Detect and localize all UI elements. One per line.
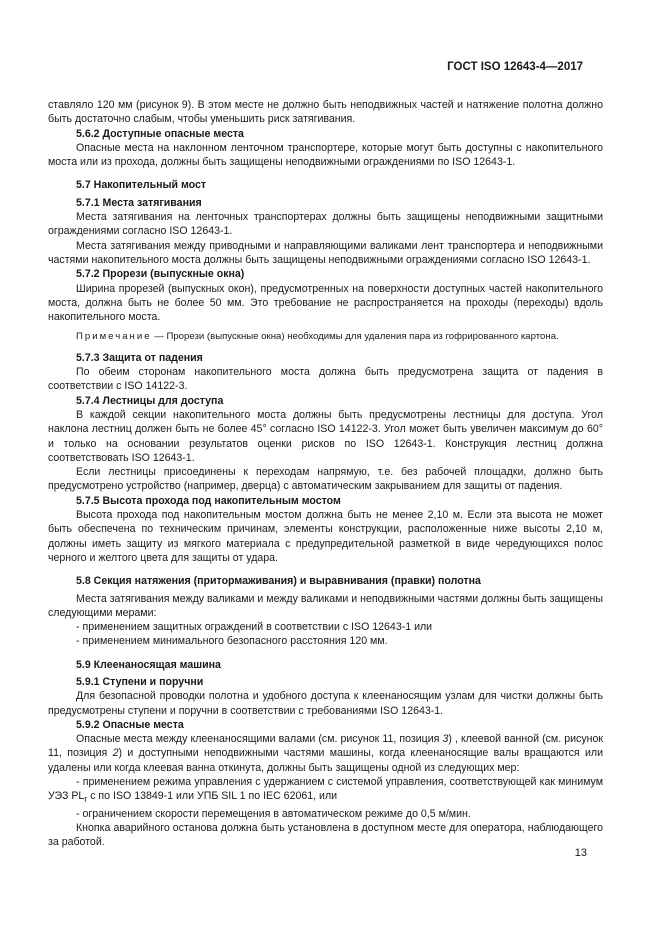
position-ref: 2 [112,747,119,760]
heading-5-7-2: 5.7.2 Прорези (выпускные окна) [76,268,245,281]
paragraph: Кнопка аварийного останова должна быть установлена в доступном месте для оператора, наблюдающего за работой. [48,822,603,849]
note-label: Примечание [76,331,152,343]
paragraph: Для безопасной проводки полотна и удобного доступа к клеенаносящим узлам для чистки должны быть предусмотрены ступени и поручни в соответствии с требованиями ISO 12643-1. [48,690,603,717]
paragraph: Если лестницы присоединены к переходам напрямую, т.е. без рабочей площадки, должно быть предусмотрено устройство (например, дверца) с автоматическим закрыванием для защиты от падения. [48,466,603,493]
heading-5-7-4: 5.7.4 Лестницы для доступа [76,394,224,407]
paragraph: По обеим сторонам накопительного моста должна быть предусмотрена защита от падения в соответствии с ISO 14122-3. [48,366,603,393]
text-run: с по ISO 13849-1 или УПБ SIL 1 по IEC 62061, или [87,790,338,803]
text-run: - применением режима управления с удержанием с системой управления, соответствующей как минимум УЭЗ PL [48,776,603,803]
note-text: — Прорези (выпускные окна) необходимы для удаления пара из гофрированного картона. [151,331,559,343]
paragraph: Места затягивания между валиками и между валиками и неподвижными частями должны быть защищены следующими мерами: [48,592,603,619]
list-item: - применением минимального безопасного расстояния 120 мм. [76,635,388,648]
paragraph: В каждой секции накопительного моста должны быть предусмотрены лестницы для доступа. Угол наклона лестниц должен быть не более 45° согласно ISO 14122-3. Угол может быть увеличен максимум до 60° и только на основании результатов оценки рисков по ISO 12643-1. Конструкция лестниц должна соответствовать ISO 12643-1. [48,408,603,464]
text-run: Опасные места между клеенаносящими валами (см. рисунок 11, позиция [76,733,443,746]
list-item [48,775,603,807]
heading-5-9: 5.9 Клеенаносящая машина [76,658,221,671]
heading-5-9-2: 5.9.2 Опасные места [76,718,184,731]
paragraph: Опасные места на наклонном ленточном транспортере, которые могут быть доступны с накопительного моста или из прохода, должны быть защищены неподвижными ограждениями по ISO 12643-1. [48,141,603,169]
heading-5-6-2: 5.6.2 Доступные опасные места [76,127,244,140]
heading-5-7-3: 5.7.3 Защита от падения [76,351,203,364]
heading-5-7-5: 5.7.5 Высота прохода под накопительным мостом [76,494,341,507]
paragraph: Высота прохода под накопительным мостом должна быть не менее 2,10 м. Если эта высота не может быть обеспечена по техническим причинам, элементы конструкции, расположенные ниже высоты 2,10 м, должны иметь защиту из мягкого материала с предупредительной разметкой в виде чередующихся полос черного и желтого цвета для защиты от удара. [48,509,603,564]
list-item: - ограничением скорости перемещения в автоматическом режиме до 0,5 м/мин. [76,807,471,820]
heading-5-9-1: 5.9.1 Ступени и поручни [76,675,204,688]
subscript: r [84,794,88,805]
position-ref: 3 [442,733,449,746]
text-run: ) , клеевой ванной (см. рисунок 11, позиция [48,733,603,760]
text-run: ) и доступными неподвижными частями машины, когда клеенаносящие валы вращаются или удалены или когда клеевая ванна откинута, должны быть защищены одной из следующих мер: [48,747,603,774]
list-item: - применением защитных ограждений в соответствии с ISO 12643-1 или [76,621,433,634]
heading-5-8: 5.8 Секция натяжения (притормаживания) и выравнивания (правки) полотна [76,575,481,588]
paragraph: Ширина прорезей (выпускных окон), предусмотренных на поверхности доступных частей накопительного моста, должна быть не более 50 мм. Это требование не распространяется на проходы (переходы) вдоль накопительного моста. [48,282,603,324]
standard-header: ГОСТ ISO 12643-4—2017 [447,61,583,73]
heading-5-7: 5.7 Накопительный мост [76,179,207,192]
paragraph: Места затягивания на ленточных транспортерах должны быть защищены неподвижными защитными ограждениями согласно ISO 12643-1. [48,211,603,238]
paragraph: Места затягивания между приводными и направляющими валиками лент транспортера и неподвижными частями накопительного моста должны быть защищены неподвижными ограждениями согласно ISO 12643-1. [48,239,603,266]
heading-5-7-1: 5.7.1 Места затягивания [76,196,202,209]
paragraph: ставляло 120 мм (рисунок 9). В этом месте не должно быть неподвижных частей и натяжение полотна должно быть достаточно слабым, чтобы уменьшить риск затягивания. [48,99,603,126]
note [48,330,603,344]
paragraph [48,732,603,775]
page-number: 13 [574,847,587,859]
page-content [48,98,603,850]
